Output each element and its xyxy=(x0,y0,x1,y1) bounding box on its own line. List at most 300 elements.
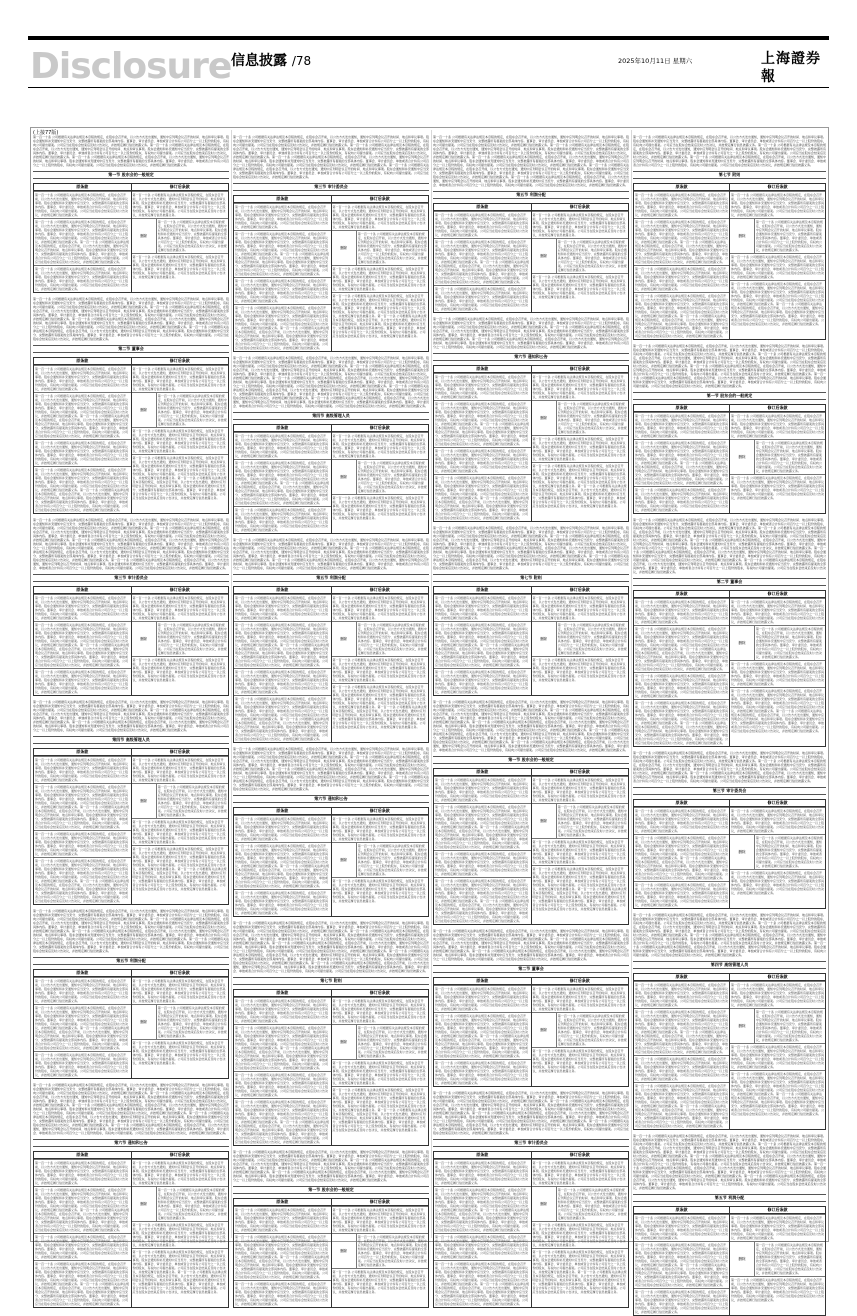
table-cell: 第一百一十条 公司根据有关法律法规及本章程的规定，在股东会召开前，以公告方式发出通知，通知中应列明会议召开的时间、地点和审议事项。股东会通知和补充通知中应当充分、完整披露所有提案的全部具体内容。董事会、审计委员会、单独或者合计持有公司百分之一以上股份的股东，有权向公司提出提案。公司应当在股东会结束后及时公告决议，并按规定履行信息披露义务。第一百一十条 公司根据有关法律法规及本章程的规定，在股东会召开前，以公告方式发出通知，通知中应列明会议召开的时间、地点和审议事项。股东会通知和补充通知中应当充分、完整披露所有提案的全部具体内容。董事会、审计委员会、单独或者合计持有公司百分之一以上股份的股东，有权向公司提出提案。公司应当在股东会结束后及时公告决议，并按规定履行信息披露义务。 xyxy=(235,306,329,350)
table-cell: 第一百一十条 公司根据有关法律法规及本章程的规定，在股东会召开前，以公告方式发出通知，通知中应列明会议召开的时间、地点和审议事项。股东会通知和补充通知中应当充分、完整披露所有提案的全部具体内容。董事会、审计委员会、单独或者合计持有公司百分之一以上股份的股东，有权向公司提出提案。公司应当在股东会结束后及时公告决议，并按规定履行信息披露义务。 xyxy=(332,496,426,520)
table-column-header: 修订后条款 xyxy=(730,974,825,981)
table-cell: 第一百一十条 公司根据有关法律法规及本章程的规定，在股东会召开前，以公告方式发出通知，通知中应列明会议召开的时间、地点和审议事项。股东会通知和补充通知中应当充分、完整披露所有提案的全部具体内容。董事会、审计委员会、单独或者合计持有公司百分之一以上股份的股东，有权向公司提出提案。公司应当在股东会结束后及时公告决议，并按规定履行信息披露义务。 xyxy=(635,488,729,512)
table-row xyxy=(34,392,131,439)
table-cell: 第一百一十条 公司根据有关法律法规及本章程的规定，在股东会召开前，以公告方式发出通知，通知中应列明会议召开的时间、地点和审议事项。股东会通知和补充通知中应当充分、完整披露所有提案的全部具体内容。董事会、审计委员会、单独或者合计持有公司百分之一以上股份的股东，有权向公司提出提案。公司应当在股东会结束后及时公告决议，并按规定履行信息披露义务。 xyxy=(235,891,329,915)
table-row xyxy=(434,1159,531,1186)
original-clause-column xyxy=(234,1199,332,1307)
section-heading: 第六节 通知和公告 xyxy=(433,353,629,361)
table-cell: 第一百一十条 公司根据有关法律法规及本章程的规定，在股东会召开前，以公告方式发出通知，通知中应列明会议召开的时间、地点和审议事项。股东会通知和补充通知中应当充分、完整披露所有提案的全部具体内容。董事会、审计委员会、单独或者合计持有公司百分之一以上股份的股东，有权向公司提出提案。公司应当在股东会结束后及时公告决议，并按规定履行信息披露义务。第一百一十条 公司根据有关法律法规及本章程的规定，在股东会召开前，以公告方式发出通知，通知中应列明会议召开的时间、地点和审议事项。股东会通知和补充通知中应当充分、完整披露所有提案的全部具体内容。董事会、审计委员会、单独或者合计持有公司百分之一以上股份的股东，有权向公司提出提案。公司应当在股东会结束后及时公告决议，并按规定履行信息披露义务。 xyxy=(332,1088,427,1132)
table-cell: 第一百一十条 公司根据有关法律法规及本章程的规定，在股东会召开前，以公告方式发出通知，通知中应列明会议召开的时间、地点和审议事项。股东会通知和补充通知中应当充分、完整披露所有提案的全部具体内容。董事会、审计委员会、单独或者合计持有公司百分之一以上股份的股东，有权向公司提出提案。公司应当在股东会结束后及时公告决议，并按规定履行信息披露义务。第一百一十条 公司根据有关法律法规及本章程的规定，在股东会召开前，以公告方式发出通知，通知中应列明会议召开的时间、地点和审议事项。股东会通知和补充通知中应当充分、完整披露所有提案的全部具体内容。董事会、审计委员会、单独或者合计持有公司百分之一以上股份的股东，有权向公司提出提案。公司应当在股东会结束后及时公告决议，并按规定履行信息披露义务。 xyxy=(35,1188,129,1232)
table-cell: 第一百一十条 公司根据有关法律法规及本章程的规定，在股东会召开前，以公告方式发出通知，通知中应列明会议召开的时间、地点和审议事项。股东会通知和补充通知中应当充分、完整披露所有提案的全部具体内容。董事会、审计委员会、单独或者合计持有公司百分之一以上股份的股东，有权向公司提出提案。公司应当在股东会结束后及时公告决议，并按规定履行信息披露义务。 xyxy=(35,267,129,291)
table-cell: 第一百一十条 公司根据有关法律法规及本章程的规定，在股东会召开前，以公告方式发出通知，通知中应列明会议召开的时间、地点和审议事项。股东会通知和补充通知中应当充分、完整披露所有提案的全部具体内容。董事会、审计委员会、单独或者合计持有公司百分之一以上股份的股东，有权向公司提出提案。公司应当在股东会结束后及时公告决议，并按规定履行信息披露义务。第一百一十条 公司根据有关法律法规及本章程的规定，在股东会召开前，以公告方式发出通知，通知中应列明会议召开的时间、地点和审议事项。股东会通知和补充通知中应当充分、完整披露所有提案的全部具体内容。董事会、审计委员会、单独或者合计持有公司百分之一以上股份的股东，有权向公司提出提案。公司应当在股东会结束后及时公告决议，并按规定履行信息披露义务。 xyxy=(635,220,729,264)
table-row xyxy=(132,253,229,280)
table-cell-label: 删除 xyxy=(730,219,755,253)
table-cell: 第一百一十条 公司根据有关法律法规及本章程的规定，在股东会召开前，以公告方式发出通知，通知中应列明会议召开的时间、地点和审议事项。股东会通知和补充通知中应当充分、完整披露所有提案的全部具体内容。董事会、审计委员会、单独或者合计持有公司百分之一以上股份的股东，有权向公司提出提案。公司应当在股东会结束后及时公告决议，并按规定履行信息披露义务。 xyxy=(132,367,226,391)
table-cell: 第一百一十条 公司根据有关法律法规及本章程的规定，在股东会召开前，以公告方式发出通知，通知中应列明会议召开的时间、地点和审议事项。股东会通知和补充通知中应当充分、完整披露所有提案的全部具体内容。董事会、审计委员会、单独或者合计持有公司百分之一以上股份的股东，有权向公司提出提案。公司应当在股东会结束后及时公告决议，并按规定履行信息披露义务。第一百一十条 公司根据有关法律法规及本章程的规定，在股东会召开前，以公告方式发出通知，通知中应列明会议召开的时间、地点和审议事项。股东会通知和补充通知中应当充分、完整披露所有提案的全部具体内容。董事会、审计委员会、单独或者合计持有公司百分之一以上股份的股东，有权向公司提出提案。公司应当在股东会结束后及时公告决议，并按规定履行信息披露义务。 xyxy=(635,1243,729,1287)
table-row xyxy=(234,1024,331,1071)
table-column-header: 原条款 xyxy=(434,769,531,776)
page-number: /78 xyxy=(291,54,312,68)
table-cell: 第一百一十条 公司根据有关法律法规及本章程的规定，在股东会召开前，以公告方式发出通知，通知中应列明会议召开的时间、地点和审议事项。股东会通知和补充通知中应当充分、完整披露所有提案的全部具体内容。董事会、审计委员会、单独或者合计持有公司百分之一以上股份的股东，有权向公司提出提案。公司应当在股东会结束后及时公告决议，并按规定履行信息披露义务。 xyxy=(532,437,626,461)
table-row xyxy=(730,807,825,834)
article-text: 第一百一十条 公司根据有关法律法规及本章程的规定，在股东会召开前，以公告方式发出通知，通知中应列明会议召开的时间、地点和审议事项。股东会通知和补充通知中应当充分、完整披露所有提案的全部具体内容。董事会、审计委员会、单独或者合计持有公司百分之一以上股份的股东，有权向公司提出提案。公司应当在股东会结束后及时公告决议，并按规定履行信息披露义务。第一百一十条 公司根据有关法律法规及本章程的规定，在股东会召开前，以公告方式发出通知，通知中应列明会议召开的时间、地点和审议事项。股东会通知和补充通知中应当充分、完整披露所有提案的全部具体内容。董事会、审计委员会、单独或者合计持有公司百分之一以上股份的股东，有权向公司提出提案。公司应当在股东会结束后及时公告决议，并按规定履行信息披露义务。第一百一十条 公司根据有关法律法规及本章程的规定，在股东会召开前，以公告方式发出通知，通知中应列明会议召开的时间、地点和审议事项。股东会通知和补充通知中应当充分、完整披露所有提案的全部具体内容。董事会、审计委员会、单独或者合计持有公司百分之一以上股份的股东，有权向公司提出提案。公司应当在股东会结束后及时公告决议，并按规定履行信息披露义务。第一百一十条 公司根据有关法律法规及本章程的规定，在股东会召开前，以公告方式发出通知，通知中应列明会议召开的时间、地点和审议事项。股东会通知和补充通知中应当充分、完整披露所有提案的全部具体内容。董事会、审计委员会、单独或者合计持有公司百分之一以上股份的股东，有权向公司提出提案。公司应当在股东会结束后及时公告决议，并按规定履行信息披露义务。 xyxy=(433,526,629,570)
table-cell: 第一百一十条 公司根据有关法律法规及本章程的规定，在股东会召开前，以公告方式发出通知，通知中应列明会议召开的时间、地点和审议事项。股东会通知和补充通知中应当充分、完整披露所有提案的全部具体内容。董事会、审计委员会、单独或者合计持有公司百分之一以上股份的股东，有权向公司提出提案。公司应当在股东会结束后及时公告决议，并按规定履行信息披露义务。 xyxy=(35,1161,129,1185)
table-cell: 第一百一十条 公司根据有关法律法规及本章程的规定，在股东会召开前，以公告方式发出通知，通知中应列明会议召开的时间、地点和审议事项。股东会通知和补充通知中应当充分、完整披露所有提案的全部具体内容。董事会、审计委员会、单独或者合计持有公司百分之一以上股份的股东，有权向公司提出提案。公司应当在股东会结束后及时公告决议，并按规定履行信息披露义务。 xyxy=(755,836,823,868)
table-row xyxy=(34,1004,131,1051)
revised-clause-column xyxy=(132,1152,229,1307)
table-column-header: 修订后条款 xyxy=(132,1152,229,1159)
original-clause-column xyxy=(634,800,730,908)
table-cell: 第一百一十条 公司根据有关法律法规及本章程的规定，在股东会召开前，以公告方式发出通知，通知中应列明会议召开的时间、地点和审议事项。股东会通知和补充通知中应当充分、完整披露所有提案的全部具体内容。董事会、审计委员会、单独或者合计持有公司百分之一以上股份的股东，有权向公司提出提案。公司应当在股东会结束后及时公告决议，并按规定履行信息披露义务。 xyxy=(132,255,226,279)
article-text: 第一百一十条 公司根据有关法律法规及本章程的规定，在股东会召开前，以公告方式发出通知，通知中应列明会议召开的时间、地点和审议事项。股东会通知和补充通知中应当充分、完整披露所有提案的全部具体内容。董事会、审计委员会、单独或者合计持有公司百分之一以上股份的股东，有权向公司提出提案。公司应当在股东会结束后及时公告决议，并按规定履行信息披露义务。第一百一十条 公司根据有关法律法规及本章程的规定，在股东会召开前，以公告方式发出通知，通知中应列明会议召开的时间、地点和审议事项。股东会通知和补充通知中应当充分、完整披露所有提案的全部具体内容。董事会、审计委员会、单独或者合计持有公司百分之一以上股份的股东，有权向公司提出提案。公司应当在股东会结束后及时公告决议，并按规定履行信息披露义务。第一百一十条 公司根据有关法律法规及本章程的规定，在股东会召开前，以公告方式发出通知，通知中应列明会议召开的时间、地点和审议事项。股东会通知和补充通知中应当充分、完整披露所有提案的全部具体内容。董事会、审计委员会、单独或者合计持有公司百分之一以上股份的股东，有权向公司提出提案。公司应当在股东会结束后及时公告决议，并按规定履行信息披露义务。第一百一十条 公司根据有关法律法规及本章程的规定，在股东会召开前，以公告方式发出通知，通知中应列明会议召开的时间、地点和审议事项。股东会通知和补充通知中应当充分、完整披露所有提案的全部具体内容。董事会、审计委员会、单独或者合计持有公司百分之一以上股份的股东，有权向公司提出提案。公司应当在股东会结束后及时公告决议，并按规定履行信息披露义务。 xyxy=(633,913,826,957)
revised-clause-column xyxy=(132,749,229,904)
table-cell: 第一百一十条 公司根据有关法律法规及本章程的规定，在股东会召开前，以公告方式发出通知，通知中应列明会议召开的时间、地点和审议事项。股东会通知和补充通知中应当充分、完整披露所有提案的全部具体内容。董事会、审计委员会、单独或者合计持有公司百分之一以上股份的股东，有权向公司提出提案。公司应当在股东会结束后及时公告决议，并按规定履行信息披露义务。 xyxy=(35,1235,129,1259)
comparison-table xyxy=(33,969,229,1079)
original-clause-column xyxy=(634,591,730,746)
masthead-rule xyxy=(28,87,829,88)
table-cell: 第一百一十条 公司根据有关法律法规及本章程的规定，在股东会召开前，以公告方式发出通知，通知中应列明会议召开的时间、地点和审议事项。股东会通知和补充通知中应当充分、完整披露所有提案的全部具体内容。董事会、审计委员会、单独或者合计持有公司百分之一以上股份的股东，有权向公司提出提案。公司应当在股东会结束后及时公告决议，并按规定履行信息披露义务。 xyxy=(435,1161,529,1185)
table-row xyxy=(234,230,331,277)
original-clause-column xyxy=(234,808,332,916)
table-row xyxy=(434,803,531,850)
table-cell-label: 删除 xyxy=(730,835,755,869)
table-row xyxy=(532,594,629,621)
table-row xyxy=(234,1280,331,1307)
table-cell: 第一百一十条 公司根据有关法律法规及本章程的规定，在股东会召开前，以公告方式发出通知，通知中应列明会议召开的时间、地点和审议事项。股东会通知和补充通知中应当充分、完整披露所有提案的全部具体内容。董事会、审计委员会、单独或者合计持有公司百分之一以上股份的股东，有权向公司提出提案。公司应当在股东会结束后及时公告决议，并按规定履行信息披露义务。第一百一十条 公司根据有关法律法规及本章程的规定，在股东会召开前，以公告方式发出通知，通知中应列明会议召开的时间、地点和审议事项。股东会通知和补充通知中应当充分、完整披露所有提案的全部具体内容。董事会、审计委员会、单独或者合计持有公司百分之一以上股份的股东，有权向公司提出提案。公司应当在股东会结束后及时公告决议，并按规定履行信息披露义务。 xyxy=(435,402,529,446)
article-text: 第一百一十条 公司根据有关法律法规及本章程的规定，在股东会召开前，以公告方式发出通知，通知中应列明会议召开的时间、地点和审议事项。股东会通知和补充通知中应当充分、完整披露所有提案的全部具体内容。董事会、审计委员会、单独或者合计持有公司百分之一以上股份的股东，有权向公司提出提案。公司应当在股东会结束后及时公告决议，并按规定履行信息披露义务。第一百一十条 公司根据有关法律法规及本章程的规定，在股东会召开前，以公告方式发出通知，通知中应列明会议召开的时间、地点和审议事项。股东会通知和补充通知中应当充分、完整披露所有提案的全部具体内容。董事会、审计委员会、单独或者合计持有公司百分之一以上股份的股东，有权向公司提出提案。公司应当在股东会结束后及时公告决议，并按规定履行信息披露义务。第一百一十条 公司根据有关法律法规及本章程的规定，在股东会召开前，以公告方式发出通知，通知中应列明会议召开的时间、地点和审议事项。股东会通知和补充通知中应当充分、完整披露所有提案的全部具体内容。董事会、审计委员会、单独或者合计持有公司百分之一以上股份的股东，有权向公司提出提案。公司应当在股东会结束后及时公告决议，并按规定履行信息披露义务。第一百一十条 公司根据有关法律法规及本章程的规定，在股东会召开前，以公告方式发出通知，通知中应列明会议召开的时间、地点和审议事项。股东会通知和补充通知中应当充分、完整披露所有提案的全部具体内容。董事会、审计委员会、单独或者合计持有公司百分之一以上股份的股东，有权向公司提出提案。公司应当在股东会结束后及时公告决议，并按规定履行信息披露义务。第一百一十条 公司根据有关法律法规及本章程的规定，在股东会召开前，以公告方式发出通知，通知中应列明会议召开的时间、地点和审议事项。股东会通知和补充通知中应当充分、完整披露所有提案的全部具体内容。董事会、审计委员会、单独或者合计持有公司百分之一以上股份的股东，有权向公司提出提案。公司应当在股东会结束后及时公告决议，并按规定履行信息披露义务。 xyxy=(633,1134,826,1190)
table-column-header: 修订后条款 xyxy=(730,405,825,412)
table-row xyxy=(434,1233,531,1260)
table-row xyxy=(132,427,229,454)
table-row xyxy=(532,211,629,238)
table-column-header: 修订后条款 xyxy=(332,808,429,815)
table-row xyxy=(434,850,531,877)
table-row xyxy=(234,432,331,459)
table-row xyxy=(234,1071,331,1098)
table-cell: 第一百一十条 公司根据有关法律法规及本章程的规定，在股东会召开前，以公告方式发出通知，通知中应列明会议召开的时间、地点和审议事项。股东会通知和补充通知中应当充分、完整披露所有提案的全部具体内容。董事会、审计委员会、单独或者合计持有公司百分之一以上股份的股东，有权向公司提出提案。公司应当在股东会结束后及时公告决议，并按规定履行信息披露义务。第一百一十条 公司根据有关法律法规及本章程的规定，在股东会召开前，以公告方式发出通知，通知中应列明会议召开的时间、地点和审议事项。股东会通知和补充通知中应当充分、完整披露所有提案的全部具体内容。董事会、审计委员会、单独或者合计持有公司百分之一以上股份的股东，有权向公司提出提案。公司应当在股东会结束后及时公告决议，并按规定履行信息披露义务。 xyxy=(35,1262,129,1306)
table-cell-label: 删除 xyxy=(332,231,357,265)
column-1 xyxy=(33,135,229,1306)
table-cell: 第一百一十条 公司根据有关法律法规及本章程的规定，在股东会召开前，以公告方式发出通知，通知中应列明会议召开的时间、地点和审议事项。股东会通知和补充通知中应当充分、完整披露所有提案的全部具体内容。董事会、审计委员会、单独或者合计持有公司百分之一以上股份的股东，有权向公司提出提案。公司应当在股东会结束后及时公告决议，并按规定履行信息披露义务。第一百一十条 公司根据有关法律法规及本章程的规定，在股东会召开前，以公告方式发出通知，通知中应列明会议召开的时间、地点和审议事项。股东会通知和补充通知中应当充分、完整披露所有提案的全部具体内容。董事会、审计委员会、单独或者合计持有公司百分之一以上股份的股东，有权向公司提出提案。公司应当在股东会结束后及时公告决议，并按规定履行信息披露义务。 xyxy=(435,240,529,284)
article-text: 第一百一十条 公司根据有关法律法规及本章程的规定，在股东会召开前，以公告方式发出通知，通知中应列明会议召开的时间、地点和审议事项。股东会通知和补充通知中应当充分、完整披露所有提案的全部具体内容。董事会、审计委员会、单独或者合计持有公司百分之一以上股份的股东，有权向公司提出提案。公司应当在股东会结束后及时公告决议，并按规定履行信息披露义务。第一百一十条 公司根据有关法律法规及本章程的规定，在股东会召开前，以公告方式发出通知，通知中应列明会议召开的时间、地点和审议事项。股东会通知和补充通知中应当充分、完整披露所有提案的全部具体内容。董事会、审计委员会、单独或者合计持有公司百分之一以上股份的股东，有权向公司提出提案。公司应当在股东会结束后及时公告决议，并按规定履行信息披露义务。第一百一十条 公司根据有关法律法规及本章程的规定，在股东会召开前，以公告方式发出通知，通知中应列明会议召开的时间、地点和审议事项。股东会通知和补充通知中应当充分、完整披露所有提案的全部具体内容。董事会、审计委员会、单独或者合计持有公司百分之一以上股份的股东，有权向公司提出提案。公司应当在股东会结束后及时公告决议，并按规定履行信息披露义务。第一百一十条 公司根据有关法律法规及本章程的规定，在股东会召开前，以公告方式发出通知，通知中应列明会议召开的时间、地点和审议事项。股东会通知和补充通知中应当充分、完整披露所有提案的全部具体内容。董事会、审计委员会、单独或者合计持有公司百分之一以上股份的股东，有权向公司提出提案。公司应当在股东会结束后及时公告决议，并按规定履行信息披露义务。第一百一十条 公司根据有关法律法规及本章程的规定，在股东会召开前，以公告方式发出通知，通知中应列明会议召开的时间、地点和审议事项。股东会通知和补充通知中应当充分、完整披露所有提案的全部具体内容。董事会、审计委员会、单独或者合计持有公司百分之一以上股份的股东，有权向公司提出提案。公司应当在股东会结束后及时公告决议，并按规定履行信息披露义务。 xyxy=(633,518,826,574)
article-text: 第一百一十条 公司根据有关法律法规及本章程的规定，在股东会召开前，以公告方式发出通知，通知中应列明会议召开的时间、地点和审议事项。股东会通知和补充通知中应当充分、完整披露所有提案的全部具体内容。董事会、审计委员会、单独或者合计持有公司百分之一以上股份的股东，有权向公司提出提案。公司应当在股东会结束后及时公告决议，并按规定履行信息披露义务。第一百一十条 公司根据有关法律法规及本章程的规定，在股东会召开前，以公告方式发出通知，通知中应列明会议召开的时间、地点和审议事项。股东会通知和补充通知中应当充分、完整披露所有提案的全部具体内容。董事会、审计委员会、单独或者合计持有公司百分之一以上股份的股东，有权向公司提出提案。公司应当在股东会结束后及时公告决议，并按规定履行信息披露义务。第一百一十条 公司根据有关法律法规及本章程的规定，在股东会召开前，以公告方式发出通知，通知中应列明会议召开的时间、地点和审议事项。股东会通知和补充通知中应当充分、完整披露所有提案的全部具体内容。董事会、审计委员会、单独或者合计持有公司百分之一以上股份的股东，有权向公司提出提案。公司应当在股东会结束后及时公告决议，并按规定履行信息披露义务。第一百一十条 公司根据有关法律法规及本章程的规定，在股东会召开前，以公告方式发出通知，通知中应列明会议召开的时间、地点和审议事项。股东会通知和补充通知中应当充分、完整披露所有提案的全部具体内容。董事会、审计委员会、单独或者合计持有公司百分之一以上股份的股东，有权向公司提出提案。公司应当在股东会结束后及时公告决议，并按规定履行信息披露义务。 xyxy=(433,1091,629,1135)
table-cell: 第一百一十条 公司根据有关法律法规及本章程的规定，在股东会召开前，以公告方式发出通知，通知中应列明会议召开的时间、地点和审议事项。股东会通知和补充通知中应当充分、完整披露所有提案的全部具体内容。董事会、审计委员会、单独或者合计持有公司百分之一以上股份的股东，有权向公司提出提案。公司应当在股东会结束后及时公告决议，并按规定履行信息披露义务。 xyxy=(132,658,226,682)
table-column-header: 修订后条款 xyxy=(730,184,825,191)
table-cell: 第一百一十条 公司根据有关法律法规及本章程的规定，在股东会召开前，以公告方式发出通知，通知中应列明会议召开的时间、地点和审议事项。股东会通知和补充通知中应当充分、完整披露所有提案的全部具体内容。董事会、审计委员会、单独或者合计持有公司百分之一以上股份的股东，有权向公司提出提案。公司应当在股东会结束后及时公告决议，并按规定履行信息披露义务。 xyxy=(532,596,626,620)
table-cell: 第一百一十条 公司根据有关法律法规及本章程的规定，在股东会召开前，以公告方式发出通知，通知中应列明会议召开的时间、地点和审议事项。股东会通知和补充通知中应当充分、完整披露所有提案的全部具体内容。董事会、审计委员会、单独或者合计持有公司百分之一以上股份的股东，有权向公司提出提案。公司应当在股东会结束后及时公告决议，并按规定履行信息披露义务。 xyxy=(557,1188,627,1220)
table-cell: 第一百一十条 公司根据有关法律法规及本章程的规定，在股东会召开前，以公告方式发出通知，通知中应列明会议召开的时间、地点和审议事项。股东会通知和补充通知中应当充分、完整披露所有提案的全部具体内容。董事会、审计委员会、单独或者合计持有公司百分之一以上股份的股东，有权向公司提出提案。公司应当在股东会结束后及时公告决议，并按规定履行信息披露义务。 xyxy=(532,1049,626,1073)
table-cell: 第一百一十条 公司根据有关法律法规及本章程的规定，在股东会召开前，以公告方式发出通知，通知中应列明会议召开的时间、地点和审议事项。股东会通知和补充通知中应当充分、完整披露所有提案的全部具体内容。董事会、审计委员会、单独或者合计持有公司百分之一以上股份的股东，有权向公司提出提案。公司应当在股东会结束后及时公告决议，并按规定履行信息披露义务。 xyxy=(435,213,529,237)
table-cell: 第一百一十条 公司根据有关法律法规及本章程的规定，在股东会召开前，以公告方式发出通知，通知中应列明会议召开的时间、地点和审议事项。股东会通知和补充通知中应当充分、完整披露所有提案的全部具体内容。董事会、审计委员会、单独或者合计持有公司百分之一以上股份的股东，有权向公司提出提案。公司应当在股东会结束后及时公告决议，并按规定履行信息披露义务。 xyxy=(532,275,626,299)
table-cell: 第一百一十条 公司根据有关法律法规及本章程的规定，在股东会召开前，以公告方式发出通知，通知中应列明会议召开的时间、地点和审议事项。股东会通知和补充通知中应当充分、完整披露所有提案的全部具体内容。董事会、审计委员会、单独或者合计持有公司百分之一以上股份的股东，有权向公司提出提案。公司应当在股东会结束后及时公告决议，并按规定履行信息披露义务。 xyxy=(532,778,626,802)
table-cell: 第一百一十条 公司根据有关法律法规及本章程的规定，在股东会召开前，以公告方式发出通知，通知中应列明会议召开的时间、地点和审议事项。股东会通知和补充通知中应当充分、完整披露所有提案的全部具体内容。董事会、审计委员会、单独或者合计持有公司百分之一以上股份的股东，有权向公司提出提案。公司应当在股东会结束后及时公告决议，并按规定履行信息披露义务。 xyxy=(157,623,227,655)
table-row xyxy=(332,292,429,339)
table-row xyxy=(234,506,331,533)
table-row xyxy=(332,1206,429,1233)
table-row xyxy=(634,412,729,439)
section-heading: 第六节 通知和公告 xyxy=(33,1139,229,1147)
table-cell: 第一百一十条 公司根据有关法律法规及本章程的规定，在股东会召开前，以公告方式发出通知，通知中应列明会议召开的时间、地点和审议事项。股东会通知和补充通知中应当充分、完整披露所有提案的全部具体内容。董事会、审计委员会、单独或者合计持有公司百分之一以上股份的股东，有权向公司提出提案。公司应当在股东会结束后及时公告决议，并按规定履行信息披露义务。 xyxy=(532,375,626,399)
table-column-header: 原条款 xyxy=(634,1207,729,1214)
table-row xyxy=(332,621,429,656)
comparison-table xyxy=(433,365,629,522)
table-row xyxy=(132,845,229,892)
article-text: 第一百一十条 公司根据有关法律法规及本章程的规定，在股东会召开前，以公告方式发出通知，通知中应列明会议召开的时间、地点和审议事项。股东会通知和补充通知中应当充分、完整披露所有提案的全部具体内容。董事会、审计委员会、单独或者合计持有公司百分之一以上股份的股东，有权向公司提出提案。公司应当在股东会结束后及时公告决议，并按规定履行信息披露义务。第一百一十条 公司根据有关法律法规及本章程的规定，在股东会召开前，以公告方式发出通知，通知中应列明会议召开的时间、地点和审议事项。股东会通知和补充通知中应当充分、完整披露所有提案的全部具体内容。董事会、审计委员会、单独或者合计持有公司百分之一以上股份的股东，有权向公司提出提案。公司应当在股东会结束后及时公告决议，并按规定履行信息披露义务。第一百一十条 公司根据有关法律法规及本章程的规定，在股东会召开前，以公告方式发出通知，通知中应列明会议召开的时间、地点和审议事项。股东会通知和补充通知中应当充分、完整披露所有提案的全部具体内容。董事会、审计委员会、单独或者合计持有公司百分之一以上股份的股东，有权向公司提出提案。公司应当在股东会结束后及时公告决议，并按规定履行信息披露义务。第一百一十条 公司根据有关法律法规及本章程的规定，在股东会召开前，以公告方式发出通知，通知中应列明会议召开的时间、地点和审议事项。股东会通知和补充通知中应当充分、完整披露所有提案的全部具体内容。董事会、审计委员会、单独或者合计持有公司百分之一以上股份的股东，有权向公司提出提案。公司应当在股东会结束后及时公告决议，并按规定履行信息披露义务。 xyxy=(33,909,229,953)
article-text: 第一百一十条 公司根据有关法律法规及本章程的规定，在股东会召开前，以公告方式发出通知，通知中应列明会议召开的时间、地点和审议事项。股东会通知和补充通知中应当充分、完整披露所有提案的全部具体内容。董事会、审计委员会、单独或者合计持有公司百分之一以上股份的股东，有权向公司提出提案。公司应当在股东会结束后及时公告决议，并按规定履行信息披露义务。第一百一十条 公司根据有关法律法规及本章程的规定，在股东会召开前，以公告方式发出通知，通知中应列明会议召开的时间、地点和审议事项。股东会通知和补充通知中应当充分、完整披露所有提案的全部具体内容。董事会、审计委员会、单独或者合计持有公司百分之一以上股份的股东，有权向公司提出提案。公司应当在股东会结束后及时公告决议，并按规定履行信息披露义务。第一百一十条 公司根据有关法律法规及本章程的规定，在股东会召开前，以公告方式发出通知，通知中应列明会议召开的时间、地点和审议事项。股东会通知和补充通知中应当充分、完整披露所有提案的全部具体内容。董事会、审计委员会、单独或者合计持有公司百分之一以上股份的股东，有权向公司提出提案。公司应当在股东会结束后及时公告决议，并按规定履行信息披露义务。第一百一十条 公司根据有关法律法规及本章程的规定，在股东会召开前，以公告方式发出通知，通知中应列明会议召开的时间、地点和审议事项。股东会通知和补充通知中应当充分、完整披露所有提案的全部具体内容。董事会、审计委员会、单独或者合计持有公司百分之一以上股份的股东，有权向公司提出提案。公司应当在股东会结束后及时公告决议，并按规定履行信息披露义务。第一百一十条 公司根据有关法律法规及本章程的规定，在股东会召开前，以公告方式发出通知，通知中应列明会议召开的时间、地点和审议事项。股东会通知和补充通知中应当充分、完整披露所有提案的全部具体内容。董事会、审计委员会、单独或者合计持有公司百分之一以上股份的股东，有权向公司提出提案。公司应当在股东会结束后及时公告决议，并按规定履行信息披露义务。 xyxy=(433,700,629,752)
table-cell: 第一百一十条 公司根据有关法律法规及本章程的规定，在股东会召开前，以公告方式发出通知，通知中应列明会议召开的时间、地点和审议事项。股东会通知和补充通知中应当充分、完整披露所有提案的全部具体内容。董事会、审计委员会、单独或者合计持有公司百分之一以上股份的股东，有权向公司提出提案。公司应当在股东会结束后及时公告决议，并按规定履行信息披露义务。 xyxy=(332,1270,426,1294)
table-cell: 第一百一十条 公司根据有关法律法规及本章程的规定，在股东会召开前，以公告方式发出通知，通知中应列明会议召开的时间、地点和审议事项。股东会通知和补充通知中应当充分、完整披露所有提案的全部具体内容。董事会、审计委员会、单独或者合计持有公司百分之一以上股份的股东，有权向公司提出提案。公司应当在股东会结束后及时公告决议，并按规定履行信息披露义务。第一百一十条 公司根据有关法律法规及本章程的规定，在股东会召开前，以公告方式发出通知，通知中应列明会议召开的时间、地点和审议事项。股东会通知和补充通知中应当充分、完整披露所有提案的全部具体内容。董事会、审计委员会、单独或者合计持有公司百分之一以上股份的股东，有权向公司提出提案。公司应当在股东会结束后及时公告决议，并按规定履行信息披露义务。 xyxy=(235,461,329,505)
table-cell: 第一百一十条 公司根据有关法律法规及本章程的规定，在股东会召开前，以公告方式发出通知，通知中应列明会议召开的时间、地点和审议事项。股东会通知和补充通知中应当充分、完整披露所有提案的全部具体内容。董事会、审计委员会、单独或者合计持有公司百分之一以上股份的股东，有权向公司提出提案。公司应当在股东会结束后及时公告决议，并按规定履行信息披露义务。第一百一十条 公司根据有关法律法规及本章程的规定，在股东会召开前，以公告方式发出通知，通知中应列明会议召开的时间、地点和审议事项。股东会通知和补充通知中应当充分、完整披露所有提案的全部具体内容。董事会、审计委员会、单独或者合计持有公司百分之一以上股份的股东，有权向公司提出提案。公司应当在股东会结束后及时公告决议，并按规定履行信息披露义务。 xyxy=(132,456,227,500)
table-cell: 第一百一十条 公司根据有关法律法规及本章程的规定，在股东会召开前，以公告方式发出通知，通知中应列明会议召开的时间、地点和审议事项。股东会通知和补充通知中应当充分、完整披露所有提案的全部具体内容。董事会、审计委员会、单独或者合计持有公司百分之一以上股份的股东，有权向公司提出提案。公司应当在股东会结束后及时公告决议，并按规定履行信息披露义务。 xyxy=(755,220,823,252)
table-row xyxy=(730,625,825,660)
comparison-table xyxy=(233,989,429,1146)
table-cell: 第一百一十条 公司根据有关法律法规及本章程的规定，在股东会召开前，以公告方式发出通知，通知中应列明会议召开的时间、地点和审议事项。股东会通知和补充通知中应当充分、完整披露所有提案的全部具体内容。董事会、审计委员会、单独或者合计持有公司百分之一以上股份的股东，有权向公司提出提案。公司应当在股东会结束后及时公告决议，并按规定履行信息披露义务。 xyxy=(532,1161,626,1185)
table-row xyxy=(434,238,531,285)
table-column-header: 修订后条款 xyxy=(332,587,429,594)
table-row xyxy=(34,218,131,265)
table-cell: 第一百一十条 公司根据有关法律法规及本章程的规定，在股东会召开前，以公告方式发出通知，通知中应列明会议召开的时间、地点和审议事项。股东会通知和补充通知中应当充分、完整披露所有提案的全部具体内容。董事会、审计委员会、单独或者合计持有公司百分之一以上股份的股东，有权向公司提出提案。公司应当在股东会结束后及时公告决议，并按规定履行信息披露义务。第一百一十条 公司根据有关法律法规及本章程的规定，在股东会召开前，以公告方式发出通知，通知中应列明会议召开的时间、地点和审议事项。股东会通知和补充通知中应当充分、完整披露所有提案的全部具体内容。董事会、审计委员会、单独或者合计持有公司百分之一以上股份的股东，有权向公司提出提案。公司应当在股东会结束后及时公告决议，并按规定履行信息披露义务。 xyxy=(235,1026,329,1070)
table-cell: 第一百一十条 公司根据有关法律法规及本章程的规定，在股东会召开前，以公告方式发出通知，通知中应列明会议召开的时间、地点和审议事项。股东会通知和补充通知中应当充分、完整披露所有提案的全部具体内容。董事会、审计委员会、单独或者合计持有公司百分之一以上股份的股东，有权向公司提出提案。公司应当在股东会结束后及时公告决议，并按规定履行信息披露义务。 xyxy=(332,658,426,682)
table-column-header: 修订后条款 xyxy=(532,366,629,373)
column-divider xyxy=(431,130,432,1238)
table-cell: 第一百一十条 公司根据有关法律法规及本章程的规定，在股东会召开前，以公告方式发出通知，通知中应列明会议召开的时间、地点和审议事项。股东会通知和补充通知中应当充分、完整披露所有提案的全部具体内容。董事会、审计委员会、单独或者合计持有公司百分之一以上股份的股东，有权向公司提出提案。公司应当在股东会结束后及时公告决议，并按规定履行信息披露义务。 xyxy=(332,205,426,229)
article-text: 第一百一十条 公司根据有关法律法规及本章程的规定，在股东会召开前，以公告方式发出通知，通知中应列明会议召开的时间、地点和审议事项。股东会通知和补充通知中应当充分、完整披露所有提案的全部具体内容。董事会、审计委员会、单独或者合计持有公司百分之一以上股份的股东，有权向公司提出提案。公司应当在股东会结束后及时公告决议，并按规定履行信息披露义务。第一百一十条 公司根据有关法律法规及本章程的规定，在股东会召开前，以公告方式发出通知，通知中应列明会议召开的时间、地点和审议事项。股东会通知和补充通知中应当充分、完整披露所有提案的全部具体内容。董事会、审计委员会、单独或者合计持有公司百分之一以上股份的股东，有权向公司提出提案。公司应当在股东会结束后及时公告决议，并按规定履行信息披露义务。第一百一十条 公司根据有关法律法规及本章程的规定，在股东会召开前，以公告方式发出通知，通知中应列明会议召开的时间、地点和审议事项。股东会通知和补充通知中应当充分、完整披露所有提案的全部具体内容。董事会、审计委员会、单独或者合计持有公司百分之一以上股份的股东，有权向公司提出提案。公司应当在股东会结束后及时公告决议，并按规定履行信息披露义务。 xyxy=(33,700,229,732)
revised-clause-column xyxy=(532,1152,629,1307)
table-row xyxy=(434,1012,531,1059)
table-column-header: 修订后条款 xyxy=(132,970,229,977)
table-row xyxy=(132,365,229,392)
table-row xyxy=(634,881,729,908)
table-cell: 第一百一十条 公司根据有关法律法规及本章程的规定，在股东会召开前，以公告方式发出通知，通知中应列明会议召开的时间、地点和审议事项。股东会通知和补充通知中应当充分、完整披露所有提案的全部具体内容。董事会、审计委员会、单独或者合计持有公司百分之一以上股份的股东，有权向公司提出提案。公司应当在股东会结束后及时公告决议，并按规定履行信息披露义务。第一百一十条 公司根据有关法律法规及本章程的规定，在股东会召开前，以公告方式发出通知，通知中应列明会议召开的时间、地点和审议事项。股东会通知和补充通知中应当充分、完整披露所有提案的全部具体内容。董事会、审计委员会、单独或者合计持有公司百分之一以上股份的股东，有权向公司提出提案。公司应当在股东会结束后及时公告决议，并按规定履行信息披露义务。 xyxy=(635,1084,729,1128)
article-text: 第一百一十条 公司根据有关法律法规及本章程的规定，在股东会召开前，以公告方式发出通知，通知中应列明会议召开的时间、地点和审议事项。股东会通知和补充通知中应当充分、完整披露所有提案的全部具体内容。董事会、审计委员会、单独或者合计持有公司百分之一以上股份的股东，有权向公司提出提案。公司应当在股东会结束后及时公告决议，并按规定履行信息披露义务。第一百一十条 公司根据有关法律法规及本章程的规定，在股东会召开前，以公告方式发出通知，通知中应列明会议召开的时间、地点和审议事项。股东会通知和补充通知中应当充分、完整披露所有提案的全部具体内容。董事会、审计委员会、单独或者合计持有公司百分之一以上股份的股东，有权向公司提出提案。公司应当在股东会结束后及时公告决议，并按规定履行信息披露义务。第一百一十条 公司根据有关法律法规及本章程的规定，在股东会召开前，以公告方式发出通知，通知中应列明会议召开的时间、地点和审议事项。股东会通知和补充通知中应当充分、完整披露所有提案的全部具体内容。董事会、审计委员会、单独或者合计持有公司百分之一以上股份的股东，有权向公司提出提案。公司应当在股东会结束后及时公告决议，并按规定履行信息披露义务。第一百一十条 公司根据有关法律法规及本章程的规定，在股东会召开前，以公告方式发出通知，通知中应列明会议召开的时间、地点和审议事项。股东会通知和补充通知中应当充分、完整披露所有提案的全部具体内容。董事会、审计委员会、单独或者合计持有公司百分之一以上股份的股东，有权向公司提出提案。公司应当在股东会结束后及时公告决议，并按规定履行信息披露义务。第一百一十条 公司根据有关法律法规及本章程的规定，在股东会召开前，以公告方式发出通知，通知中应列明会议召开的时间、地点和审议事项。股东会通知和补充通知中应当充分、完整披露所有提案的全部具体内容。董事会、审计委员会、单独或者合计持有公司百分之一以上股份的股东，有权向公司提出提案。公司应当在股东会结束后及时公告决议，并按规定履行信息披露义务。 xyxy=(233,921,429,973)
table-row xyxy=(34,265,131,292)
comparison-table xyxy=(433,768,629,925)
column-2 xyxy=(233,135,429,1306)
table-cell: 第一百一十条 公司根据有关法律法规及本章程的规定，在股东会召开前，以公告方式发出通知，通知中应列明会议召开的时间、地点和审议事项。股东会通知和补充通知中应当充分、完整披露所有提案的全部具体内容。董事会、审计委员会、单独或者合计持有公司百分之一以上股份的股东，有权向公司提出提案。公司应当在股东会结束后及时公告决议，并按规定履行信息披露义务。 xyxy=(731,1045,825,1069)
original-clause-column xyxy=(234,587,332,742)
section-title xyxy=(231,52,311,70)
table-row xyxy=(234,668,331,695)
table-cell: 第一百一十条 公司根据有关法律法规及本章程的规定，在股东会召开前，以公告方式发出通知，通知中应列明会议召开的时间、地点和审议事项。股东会通知和补充通知中应当充分、完整披露所有提案的全部具体内容。董事会、审计委员会、单独或者合计持有公司百分之一以上股份的股东，有权向公司提出提案。公司应当在股东会结束后及时公告决议，并按规定履行信息披露义务。 xyxy=(132,596,226,620)
comparison-table xyxy=(233,195,429,352)
table-row xyxy=(332,1024,429,1059)
revised-clause-column xyxy=(730,184,825,339)
table-cell: 第一百一十条 公司根据有关法律法规及本章程的规定，在股东会召开前，以公告方式发出通知，通知中应列明会议召开的时间、地点和审议事项。股东会通知和补充通知中应当充分、完整披露所有提案的全部具体内容。董事会、审计委员会、单独或者合计持有公司百分之一以上股份的股东，有权向公司提出提案。公司应当在股东会结束后及时公告决议，并按规定履行信息披露义务。 xyxy=(332,817,426,841)
table-column-header: 原条款 xyxy=(634,974,729,981)
table-cell: 第一百一十条 公司根据有关法律法规及本章程的规定，在股东会召开前，以公告方式发出通知，通知中应列明会议召开的时间、地点和审议事项。股东会通知和补充通知中应当充分、完整披露所有提案的全部具体内容。董事会、审计委员会、单独或者合计持有公司百分之一以上股份的股东，有权向公司提出提案。公司应当在股东会结束后及时公告决议，并按规定履行信息披露义务。第一百一十条 公司根据有关法律法规及本章程的规定，在股东会召开前，以公告方式发出通知，通知中应列明会议召开的时间、地点和审议事项。股东会通知和补充通知中应当充分、完整披露所有提案的全部具体内容。董事会、审计委员会、单独或者合计持有公司百分之一以上股份的股东，有权向公司提出提案。公司应当在股东会结束后及时公告决议，并按规定履行信息披露义务。 xyxy=(435,879,529,923)
table-row xyxy=(234,815,331,842)
issue-date: 2025年10月11日 星期六 xyxy=(618,57,693,65)
table-column-header: 修订后条款 xyxy=(132,749,229,756)
comparison-table xyxy=(233,424,429,534)
section-heading: 第五节 利润分配 xyxy=(233,574,429,582)
table-row xyxy=(730,218,825,253)
table-cell: 第一百一十条 公司根据有关法律法规及本章程的规定，在股东会召开前，以公告方式发出通知，通知中应列明会议召开的时间、地点和审议事项。股东会通知和补充通知中应当充分、完整披露所有提案的全部具体内容。董事会、审计委员会、单独或者合计持有公司百分之一以上股份的股东，有权向公司提出提案。公司应当在股东会结束后及时公告决议，并按规定履行信息披露义务。第一百一十条 公司根据有关法律法规及本章程的规定，在股东会召开前，以公告方式发出通知，通知中应列明会议召开的时间、地点和审议事项。股东会通知和补充通知中应当充分、完整披露所有提案的全部具体内容。董事会、审计委员会、单独或者合计持有公司百分之一以上股份的股东，有权向公司提出提案。公司应当在股东会结束后及时公告决议，并按规定履行信息披露义务。 xyxy=(435,1262,529,1306)
table-cell: 第一百一十条 公司根据有关法律法规及本章程的规定，在股东会召开前，以公告方式发出通知，通知中应列明会议召开的时间、地点和审议事项。股东会通知和补充通知中应当充分、完整披露所有提案的全部具体内容。董事会、审计委员会、单独或者合计持有公司百分之一以上股份的股东，有权向公司提出提案。公司应当在股东会结束后及时公告决议，并按规定履行信息披露义务。 xyxy=(235,279,329,303)
table-row xyxy=(234,621,331,668)
section-heading: 第三节 审计委员会 xyxy=(233,183,429,191)
original-clause-column xyxy=(34,184,132,292)
table-row xyxy=(532,400,629,435)
table-cell: 第一百一十条 公司根据有关法律法规及本章程的规定，在股东会召开前，以公告方式发出通知，通知中应列明会议召开的时间、地点和审议事项。股东会通知和补充通知中应当充分、完整披露所有提案的全部具体内容。董事会、审计委员会、单独或者合计持有公司百分之一以上股份的股东，有权向公司提出提案。公司应当在股东会结束后及时公告决议，并按规定履行信息披露义务。 xyxy=(157,220,227,252)
table-row xyxy=(434,400,531,447)
table-cell: 第一百一十条 公司根据有关法律法规及本章程的规定，在股东会召开前，以公告方式发出通知，通知中应列明会议召开的时间、地点和审议事项。股东会通知和补充通知中应当充分、完整披露所有提案的全部具体内容。董事会、审计委员会、单独或者合计持有公司百分之一以上股份的股东，有权向公司提出提案。公司应当在股东会结束后及时公告决议，并按规定履行信息披露义务。 xyxy=(731,476,825,500)
table-row xyxy=(730,253,825,280)
table-cell: 第一百一十条 公司根据有关法律法规及本章程的规定，在股东会召开前，以公告方式发出通知，通知中应列明会议召开的时间、地点和审议事项。股东会通知和补充通知中应当充分、完整披露所有提案的全部具体内容。董事会、审计委员会、单独或者合计持有公司百分之一以上股份的股东，有权向公司提出提案。公司应当在股东会结束后及时公告决议，并按规定履行信息披露义务。 xyxy=(157,1006,227,1038)
table-cell: 第一百一十条 公司根据有关法律法规及本章程的规定，在股东会召开前，以公告方式发出通知，通知中应列明会议召开的时间、地点和审议事项。股东会通知和补充通知中应当充分、完整披露所有提案的全部具体内容。董事会、审计委员会、单独或者合计持有公司百分之一以上股份的股东，有权向公司提出提案。公司应当在股东会结束后及时公告决议，并按规定履行信息披露义务。第一百一十条 公司根据有关法律法规及本章程的规定，在股东会召开前，以公告方式发出通知，通知中应列明会议召开的时间、地点和审议事项。股东会通知和补充通知中应当充分、完整披露所有提案的全部具体内容。董事会、审计委员会、单独或者合计持有公司百分之一以上股份的股东，有权向公司提出提案。公司应当在股东会结束后及时公告决议，并按规定履行信息披露义务。 xyxy=(35,785,129,829)
table-row xyxy=(34,439,131,466)
comparison-table xyxy=(433,586,629,696)
original-clause-column xyxy=(434,769,532,924)
table-row xyxy=(332,656,429,683)
table-cell: 第一百一十条 公司根据有关法律法规及本章程的规定，在股东会召开前，以公告方式发出通知，通知中应列明会议召开的时间、地点和审议事项。股东会通知和补充通知中应当充分、完整披露所有提案的全部具体内容。董事会、审计委员会、单独或者合计持有公司百分之一以上股份的股东，有权向公司提出提案。公司应当在股东会结束后及时公告决议，并按规定履行信息披露义务。 xyxy=(731,983,825,1007)
table-cell: 第一百一十条 公司根据有关法律法规及本章程的规定，在股东会召开前，以公告方式发出通知，通知中应列明会议召开的时间、地点和审议事项。股东会通知和补充通知中应当充分、完整披露所有提案的全部具体内容。董事会、审计委员会、单独或者合计持有公司百分之一以上股份的股东，有权向公司提出提案。公司应当在股东会结束后及时公告决议，并按规定履行信息披露义务。 xyxy=(435,449,529,473)
table-cell: 第一百一十条 公司根据有关法律法规及本章程的规定，在股东会召开前，以公告方式发出通知，通知中应列明会议召开的时间、地点和审议事项。股东会通知和补充通知中应当充分、完整披露所有提案的全部具体内容。董事会、审计委员会、单独或者合计持有公司百分之一以上股份的股东，有权向公司提出提案。公司应当在股东会结束后及时公告决议，并按规定履行信息披露义务。 xyxy=(635,1057,729,1081)
section-heading: 第六节 通知和公告 xyxy=(233,795,429,803)
table-row xyxy=(730,660,825,687)
table-column-header: 修订后条款 xyxy=(730,1207,825,1214)
revised-clause-column xyxy=(730,974,825,1129)
section-heading: 第七节 附则 xyxy=(633,171,826,179)
original-clause-column xyxy=(34,1152,132,1307)
revised-clause-column xyxy=(132,184,229,292)
table-cell-label: 删除 xyxy=(532,401,557,435)
table-cell: 第一百一十条 公司根据有关法律法规及本章程的规定，在股东会召开前，以公告方式发出通知，通知中应列明会议召开的时间、地点和审议事项。股东会通知和补充通知中应当充分、完整披露所有提案的全部具体内容。董事会、审计委员会、单独或者合计持有公司百分之一以上股份的股东，有权向公司提出提案。公司应当在股东会结束后及时公告决议，并按规定履行信息披露义务。 xyxy=(532,658,626,682)
table-cell: 第一百一十条 公司根据有关法律法规及本章程的规定，在股东会召开前，以公告方式发出通知，通知中应列明会议召开的时间、地点和审议事项。股东会通知和补充通知中应当充分、完整披露所有提案的全部具体内容。董事会、审计委员会、单独或者合计持有公司百分之一以上股份的股东，有权向公司提出提案。公司应当在股东会结束后及时公告决议，并按规定履行信息披露义务。 xyxy=(435,375,529,399)
table-row xyxy=(634,439,729,486)
comparison-table xyxy=(233,807,429,917)
table-cell: 第一百一十条 公司根据有关法律法规及本章程的规定，在股东会召开前，以公告方式发出通知，通知中应列明会议召开的时间、地点和审议事项。股东会通知和补充通知中应当充分、完整披露所有提案的全部具体内容。董事会、审计委员会、单独或者合计持有公司百分之一以上股份的股东，有权向公司提出提案。公司应当在股东会结束后及时公告决议，并按规定履行信息披露义务。第一百一十条 公司根据有关法律法规及本章程的规定，在股东会召开前，以公告方式发出通知，通知中应列明会议召开的时间、地点和审议事项。股东会通知和补充通知中应当充分、完整披露所有提案的全部具体内容。董事会、审计委员会、单独或者合计持有公司百分之一以上股份的股东，有权向公司提出提案。公司应当在股东会结束后及时公告决议，并按规定履行信息披露义务。 xyxy=(332,294,427,338)
table-row xyxy=(332,432,429,459)
table-cell: 第一百一十条 公司根据有关法律法规及本章程的规定，在股东会召开前，以公告方式发出通知，通知中应列明会议召开的时间、地点和审议事项。股东会通知和补充通知中应当充分、完整披露所有提案的全部具体内容。董事会、审计委员会、单独或者合计持有公司百分之一以上股份的股东，有权向公司提出提案。公司应当在股东会结束后及时公告决议，并按规定履行信息披露义务。 xyxy=(635,193,729,217)
table-row xyxy=(634,486,729,513)
table-row xyxy=(434,594,531,621)
table-row xyxy=(434,985,531,1012)
table-cell: 第一百一十条 公司根据有关法律法规及本章程的规定，在股东会召开前，以公告方式发出通知，通知中应列明会议召开的时间、地点和审议事项。股东会通知和补充通知中应当充分、完整披露所有提案的全部具体内容。董事会、审计委员会、单独或者合计持有公司百分之一以上股份的股东，有权向公司提出提案。公司应当在股东会结束后及时公告决议，并按规定履行信息披露义务。第一百一十条 公司根据有关法律法规及本章程的规定，在股东会召开前，以公告方式发出通知，通知中应列明会议召开的时间、地点和审议事项。股东会通知和补充通知中应当充分、完整披露所有提案的全部具体内容。董事会、审计委员会、单独或者合计持有公司百分之一以上股份的股东，有权向公司提出提案。公司应当在股东会结束后及时公告决议，并按规定履行信息披露义务。 xyxy=(635,441,729,485)
table-row xyxy=(34,1233,131,1260)
table-column-header: 原条款 xyxy=(34,184,131,191)
table-row xyxy=(532,985,629,1012)
table-cell-label: 删除 xyxy=(730,626,755,660)
table-row xyxy=(332,459,429,494)
table-row xyxy=(634,265,729,292)
comparison-table xyxy=(633,590,826,747)
original-clause-column xyxy=(434,204,532,312)
table-cell: 第一百一十条 公司根据有关法律法规及本章程的规定，在股东会召开前，以公告方式发出通知，通知中应列明会议召开的时间、地点和审议事项。股东会通知和补充通知中应当充分、完整披露所有提案的全部具体内容。董事会、审计委员会、单独或者合计持有公司百分之一以上股份的股东，有权向公司提出提案。公司应当在股东会结束后及时公告决议，并按规定履行信息披露义务。 xyxy=(532,840,626,864)
table-cell: 第一百一十条 公司根据有关法律法规及本章程的规定，在股东会召开前，以公告方式发出通知，通知中应列明会议召开的时间、地点和审议事项。股东会通知和补充通知中应当充分、完整披露所有提案的全部具体内容。董事会、审计委员会、单独或者合计持有公司百分之一以上股份的股东，有权向公司提出提案。公司应当在股东会结束后及时公告决议，并按规定履行信息披露义务。 xyxy=(731,1278,825,1302)
table-cell: 第一百一十条 公司根据有关法律法规及本章程的规定，在股东会召开前，以公告方式发出通知，通知中应列明会议召开的时间、地点和审议事项。股东会通知和补充通知中应当充分、完整披露所有提案的全部具体内容。董事会、审计委员会、单独或者合计持有公司百分之一以上股份的股东，有权向公司提出提案。公司应当在股东会结束后及时公告决议，并按规定履行信息披露义务。 xyxy=(635,267,729,291)
table-row xyxy=(132,783,229,818)
table-column-header: 修订后条款 xyxy=(132,358,229,365)
table-cell-label: 删除 xyxy=(532,1187,557,1221)
table-row xyxy=(132,191,229,218)
table-column-header: 修订后条款 xyxy=(532,769,629,776)
original-clause-column xyxy=(234,425,332,533)
table-row xyxy=(634,834,729,881)
table-row xyxy=(332,842,429,877)
table-cell: 第一百一十条 公司根据有关法律法规及本章程的规定，在股东会召开前，以公告方式发出通知，通知中应列明会议召开的时间、地点和审议事项。股东会通知和补充通知中应当充分、完整披露所有提案的全部具体内容。董事会、审计委员会、单独或者合计持有公司百分之一以上股份的股东，有权向公司提出提案。公司应当在股东会结束后及时公告决议，并按规定履行信息披露义务。 xyxy=(731,193,825,217)
table-column-header: 修订后条款 xyxy=(332,196,429,203)
table-column-header: 原条款 xyxy=(34,587,131,594)
table-cell-label: 删除 xyxy=(730,1242,755,1276)
section-heading: 第七节 附则 xyxy=(233,977,429,985)
table-column-header: 修订后条款 xyxy=(532,204,629,211)
table-cell: 第一百一十条 公司根据有关法律法规及本章程的规定，在股东会召开前，以公告方式发出通知，通知中应列明会议召开的时间、地点和审议事项。股东会通知和补充通知中应当充分、完整披露所有提案的全部具体内容。董事会、审计委员会、单独或者合计持有公司百分之一以上股份的股东，有权向公司提出提案。公司应当在股东会结束后及时公告决议，并按规定履行信息披露义务。 xyxy=(132,979,226,1003)
revised-clause-column xyxy=(730,1207,825,1315)
original-clause-column xyxy=(634,405,730,513)
table-cell: 第一百一十条 公司根据有关法律法规及本章程的规定，在股东会召开前，以公告方式发出通知，通知中应列明会议召开的时间、地点和审议事项。股东会通知和补充通知中应当充分、完整披露所有提案的全部具体内容。董事会、审计委员会、单独或者合计持有公司百分之一以上股份的股东，有权向公司提出提案。公司应当在股东会结束后及时公告决议，并按规定履行信息披露义务。第一百一十条 公司根据有关法律法规及本章程的规定，在股东会召开前，以公告方式发出通知，通知中应列明会议召开的时间、地点和审议事项。股东会通知和补充通知中应当充分、完整披露所有提案的全部具体内容。董事会、审计委员会、单独或者合计持有公司百分之一以上股份的股东，有权向公司提出提案。公司应当在股东会结束后及时公告决议，并按规定履行信息披露义务。 xyxy=(532,464,627,508)
article-text: 第一百一十条 公司根据有关法律法规及本章程的规定，在股东会召开前，以公告方式发出通知，通知中应列明会议召开的时间、地点和审议事项。股东会通知和补充通知中应当充分、完整披露所有提案的全部具体内容。董事会、审计委员会、单独或者合计持有公司百分之一以上股份的股东，有权向公司提出提案。公司应当在股东会结束后及时公告决议，并按规定履行信息披露义务。第一百一十条 公司根据有关法律法规及本章程的规定，在股东会召开前，以公告方式发出通知，通知中应列明会议召开的时间、地点和审议事项。股东会通知和补充通知中应当充分、完整披露所有提案的全部具体内容。董事会、审计委员会、单独或者合计持有公司百分之一以上股份的股东，有权向公司提出提案。公司应当在股东会结束后及时公告决议，并按规定履行信息披露义务。第一百一十条 公司根据有关法律法规及本章程的规定，在股东会召开前，以公告方式发出通知，通知中应列明会议召开的时间、地点和审议事项。股东会通知和补充通知中应当充分、完整披露所有提案的全部具体内容。董事会、审计委员会、单独或者合计持有公司百分之一以上股份的股东，有权向公司提出提案。公司应当在股东会结束后及时公告决议，并按规定履行信息披露义务。第一百一十条 公司根据有关法律法规及本章程的规定，在股东会召开前，以公告方式发出通知，通知中应列明会议召开的时间、地点和审议事项。股东会通知和补充通知中应当充分、完整披露所有提案的全部具体内容。董事会、审计委员会、单独或者合计持有公司百分之一以上股份的股东，有权向公司提出提案。公司应当在股东会结束后及时公告决议，并按规定履行信息披露义务。第一百一十条 公司根据有关法律法规及本章程的规定，在股东会召开前，以公告方式发出通知，通知中应列明会议召开的时间、地点和审议事项。股东会通知和补充通知中应当充分、完整披露所有提案的全部具体内容。董事会、审计委员会、单独或者合计持有公司百分之一以上股份的股东，有权向公司提出提案。公司应当在股东会结束后及时公告决议，并按规定履行信息披露义务。 xyxy=(33,518,229,570)
table-cell: 第一百一十条 公司根据有关法律法规及本章程的规定，在股东会召开前，以公告方式发出通知，通知中应列明会议召开的时间、地点和审议事项。股东会通知和补充通知中应当充分、完整披露所有提案的全部具体内容。董事会、审计委员会、单独或者合计持有公司百分之一以上股份的股东，有权向公司提出提案。公司应当在股东会结束后及时公告决议，并按规定履行信息披露义务。第一百一十条 公司根据有关法律法规及本章程的规定，在股东会召开前，以公告方式发出通知，通知中应列明会议召开的时间、地点和审议事项。股东会通知和补充通知中应当充分、完整披露所有提案的全部具体内容。董事会、审计委员会、单独或者合计持有公司百分之一以上股份的股东，有权向公司提出提案。公司应当在股东会结束后及时公告决议，并按规定履行信息披露义务。 xyxy=(235,232,329,276)
table-row xyxy=(634,1082,729,1129)
table-cell-label: 删除 xyxy=(332,1234,357,1268)
table-cell: 第一百一十条 公司根据有关法律法规及本章程的规定，在股东会召开前，以公告方式发出通知，通知中应列明会议召开的时间、地点和审议事项。股东会通知和补充通知中应当充分、完整披露所有提案的全部具体内容。董事会、审计委员会、单独或者合计持有公司百分之一以上股份的股东，有权向公司提出提案。公司应当在股东会结束后及时公告决议，并按规定履行信息披露义务。 xyxy=(755,1243,823,1275)
article-text: 第一百一十条 公司根据有关法律法规及本章程的规定，在股东会召开前，以公告方式发出通知，通知中应列明会议召开的时间、地点和审议事项。股东会通知和补充通知中应当充分、完整披露所有提案的全部具体内容。董事会、审计委员会、单独或者合计持有公司百分之一以上股份的股东，有权向公司提出提案。公司应当在股东会结束后及时公告决议，并按规定履行信息披露义务。第一百一十条 公司根据有关法律法规及本章程的规定，在股东会召开前，以公告方式发出通知，通知中应列明会议召开的时间、地点和审议事项。股东会通知和补充通知中应当充分、完整披露所有提案的全部具体内容。董事会、审计委员会、单独或者合计持有公司百分之一以上股份的股东，有权向公司提出提案。公司应当在股东会结束后及时公告决议，并按规定履行信息披露义务。第一百一十条 公司根据有关法律法规及本章程的规定，在股东会召开前，以公告方式发出通知，通知中应列明会议召开的时间、地点和审议事项。股东会通知和补充通知中应当充分、完整披露所有提案的全部具体内容。董事会、审计委员会、单独或者合计持有公司百分之一以上股份的股东，有权向公司提出提案。公司应当在股东会结束后及时公告决议，并按规定履行信息披露义务。第一百一十条 公司根据有关法律法规及本章程的规定，在股东会召开前，以公告方式发出通知，通知中应列明会议召开的时间、地点和审议事项。股东会通知和补充通知中应当充分、完整披露所有提案的全部具体内容。董事会、审计委员会、单独或者合计持有公司百分之一以上股份的股东，有权向公司提出提案。公司应当在股东会结束后及时公告决议，并按规定履行信息披露义务。第一百一十条 公司根据有关法律法规及本章程的规定，在股东会召开前，以公告方式发出通知，通知中应列明会议召开的时间、地点和审议事项。股东会通知和补充通知中应当充分、完整披露所有提案的全部具体内容。董事会、审计委员会、单独或者合计持有公司百分之一以上股份的股东，有权向公司提出提案。公司应当在股东会结束后及时公告决议，并按规定履行信息披露义务。 xyxy=(233,356,429,408)
article-text: 第一百一十条 公司根据有关法律法规及本章程的规定，在股东会召开前，以公告方式发出通知，通知中应列明会议召开的时间、地点和审议事项。股东会通知和补充通知中应当充分、完整披露所有提案的全部具体内容。董事会、审计委员会、单独或者合计持有公司百分之一以上股份的股东，有权向公司提出提案。公司应当在股东会结束后及时公告决议，并按规定履行信息披露义务。第一百一十条 公司根据有关法律法规及本章程的规定，在股东会召开前，以公告方式发出通知，通知中应列明会议召开的时间、地点和审议事项。股东会通知和补充通知中应当充分、完整披露所有提案的全部具体内容。董事会、审计委员会、单独或者合计持有公司百分之一以上股份的股东，有权向公司提出提案。公司应当在股东会结束后及时公告决议，并按规定履行信息披露义务。第一百一十条 公司根据有关法律法规及本章程的规定，在股东会召开前，以公告方式发出通知，通知中应列明会议召开的时间、地点和审议事项。股东会通知和补充通知中应当充分、完整披露所有提案的全部具体内容。董事会、审计委员会、单独或者合计持有公司百分之一以上股份的股东，有权向公司提出提案。公司应当在股东会结束后及时公告决议，并按规定履行信息披露义务。 xyxy=(433,929,629,961)
revised-clause-column xyxy=(332,587,429,742)
table-cell: 第一百一十条 公司根据有关法律法规及本章程的规定，在股东会召开前，以公告方式发出通知，通知中应列明会议召开的时间、地点和审议事项。股东会通知和补充通知中应当充分、完整披露所有提案的全部具体内容。董事会、审计委员会、单独或者合计持有公司百分之一以上股份的股东，有权向公司提出提案。公司应当在股东会结束后及时公告决议，并按规定履行信息披露义务。第一百一十条 公司根据有关法律法规及本章程的规定，在股东会召开前，以公告方式发出通知，通知中应列明会议召开的时间、地点和审议事项。股东会通知和补充通知中应当充分、完整披露所有提案的全部具体内容。董事会、审计委员会、单独或者合计持有公司百分之一以上股份的股东，有权向公司提出提案。公司应当在股东会结束后及时公告决议，并按规定履行信息披露义务。 xyxy=(235,1235,329,1279)
table-row xyxy=(34,1186,131,1233)
table-column-header: 原条款 xyxy=(434,587,531,594)
original-clause-column xyxy=(434,978,532,1086)
revised-clause-column xyxy=(532,587,629,695)
table-row xyxy=(532,838,629,865)
table-row xyxy=(730,1214,825,1241)
revised-clause-column xyxy=(332,1199,429,1307)
table-row xyxy=(730,834,825,869)
table-cell: 第一百一十条 公司根据有关法律法规及本章程的规定，在股东会召开前，以公告方式发出通知，通知中应列明会议召开的时间、地点和审议事项。股东会通知和补充通知中应当充分、完整披露所有提案的全部具体内容。董事会、审计委员会、单独或者合计持有公司百分之一以上股份的股东，有权向公司提出提案。公司应当在股东会结束后及时公告决议，并按规定履行信息披露义务。第一百一十条 公司根据有关法律法规及本章程的规定，在股东会召开前，以公告方式发出通知，通知中应列明会议召开的时间、地点和审议事项。股东会通知和补充通知中应当充分、完整披露所有提案的全部具体内容。董事会、审计委员会、单独或者合计持有公司百分之一以上股份的股东，有权向公司提出提案。公司应当在股东会结束后及时公告决议，并按规定履行信息披露义务。 xyxy=(532,1250,627,1294)
table-row xyxy=(132,1004,229,1039)
table-row xyxy=(34,1260,131,1307)
table-cell: 第一百一十条 公司根据有关法律法规及本章程的规定，在股东会召开前，以公告方式发出通知，通知中应列明会议召开的时间、地点和审议事项。股东会通知和补充通知中应当充分、完整披露所有提案的全部具体内容。董事会、审计委员会、单独或者合计持有公司百分之一以上股份的股东，有权向公司提出提案。公司应当在股东会结束后及时公告决议，并按规定履行信息披露义务。 xyxy=(235,999,329,1023)
table-row xyxy=(434,621,531,668)
table-row xyxy=(434,1059,531,1086)
table-cell: 第一百一十条 公司根据有关法律法规及本章程的规定，在股东会召开前，以公告方式发出通知，通知中应列明会议召开的时间、地点和审议事项。股东会通知和补充通知中应当充分、完整披露所有提案的全部具体内容。董事会、审计委员会、单独或者合计持有公司百分之一以上股份的股东，有权向公司提出提案。公司应当在股东会结束后及时公告决议，并按规定履行信息披露义务。 xyxy=(235,817,329,841)
column-4 xyxy=(633,135,826,1314)
table-row xyxy=(332,594,429,621)
revised-clause-column xyxy=(730,405,825,513)
table-cell: 第一百一十条 公司根据有关法律法规及本章程的规定，在股东会召开前，以公告方式发出通知，通知中应列明会议召开的时间、地点和审议事项。股东会通知和补充通知中应当充分、完整披露所有提案的全部具体内容。董事会、审计委员会、单独或者合计持有公司百分之一以上股份的股东，有权向公司提出提案。公司应当在股东会结束后及时公告决议，并按规定履行信息披露义务。第一百一十条 公司根据有关法律法规及本章程的规定，在股东会召开前，以公告方式发出通知，通知中应列明会议召开的时间、地点和审议事项。股东会通知和补充通知中应当充分、完整披露所有提案的全部具体内容。董事会、审计委员会、单独或者合计持有公司百分之一以上股份的股东，有权向公司提出提案。公司应当在股东会结束后及时公告决议，并按规定履行信息披露义务。 xyxy=(35,394,129,438)
table-row xyxy=(532,373,629,400)
comparison-table xyxy=(433,1151,629,1308)
table-row xyxy=(532,776,629,803)
table-row xyxy=(634,1288,729,1315)
table-cell: 第一百一十条 公司根据有关法律法规及本章程的规定，在股东会召开前，以公告方式发出通知，通知中应列明会议召开的时间、地点和审议事项。股东会通知和补充通知中应当充分、完整披露所有提案的全部具体内容。董事会、审计委员会、单独或者合计持有公司百分之一以上股份的股东，有权向公司提出提案。公司应当在股东会结束后及时公告决议，并按规定履行信息披露义务。 xyxy=(235,1282,329,1306)
table-cell: 第一百一十条 公司根据有关法律法规及本章程的规定，在股东会召开前，以公告方式发出通知，通知中应列明会议召开的时间、地点和审议事项。股东会通知和补充通知中应当充分、完整披露所有提案的全部具体内容。董事会、审计委员会、单独或者合计持有公司百分之一以上股份的股东，有权向公司提出提案。公司应当在股东会结束后及时公告决议，并按规定履行信息披露义务。 xyxy=(235,670,329,694)
table-row xyxy=(634,191,729,218)
table-column-header: 修订后条款 xyxy=(532,978,629,985)
revised-clause-column xyxy=(332,425,429,533)
original-clause-column xyxy=(234,196,332,351)
table-column-header: 原条款 xyxy=(434,366,531,373)
top-rule xyxy=(28,36,829,40)
comparison-table xyxy=(33,586,229,696)
table-cell: 第一百一十条 公司根据有关法律法规及本章程的规定，在股东会召开前，以公告方式发出通知，通知中应列明会议召开的时间、地点和审议事项。股东会通知和补充通知中应当充分、完整披露所有提案的全部具体内容。董事会、审计委员会、单独或者合计持有公司百分之一以上股份的股东，有权向公司提出提案。公司应当在股东会结束后及时公告决议，并按规定履行信息披露义务。 xyxy=(35,670,129,694)
table-cell-label: 删除 xyxy=(132,393,157,427)
table-column-header: 原条款 xyxy=(234,1199,331,1206)
table-cell: 第一百一十条 公司根据有关法律法规及本章程的规定，在股东会召开前，以公告方式发出通知，通知中应列明会议召开的时间、地点和审议事项。股东会通知和补充通知中应当充分、完整披露所有提案的全部具体内容。董事会、审计委员会、单独或者合计持有公司百分之一以上股份的股东，有权向公司提出提案。公司应当在股东会结束后及时公告决议，并按规定履行信息披露义务。第一百一十条 公司根据有关法律法规及本章程的规定，在股东会召开前，以公告方式发出通知，通知中应列明会议召开的时间、地点和审议事项。股东会通知和补充通知中应当充分、完整披露所有提案的全部具体内容。董事会、审计委员会、单独或者合计持有公司百分之一以上股份的股东，有权向公司提出提案。公司应当在股东会结束后及时公告决议，并按规定履行信息披露义务。 xyxy=(731,282,825,326)
table-cell: 第一百一十条 公司根据有关法律法规及本章程的规定，在股东会召开前，以公告方式发出通知，通知中应列明会议召开的时间、地点和审议事项。股东会通知和补充通知中应当充分、完整披露所有提案的全部具体内容。董事会、审计委员会、单独或者合计持有公司百分之一以上股份的股东，有权向公司提出提案。公司应当在股东会结束后及时公告决议，并按规定履行信息披露义务。第一百一十条 公司根据有关法律法规及本章程的规定，在股东会召开前，以公告方式发出通知，通知中应列明会议召开的时间、地点和审议事项。股东会通知和补充通知中应当充分、完整披露所有提案的全部具体内容。董事会、审计委员会、单独或者合计持有公司百分之一以上股份的股东，有权向公司提出提案。公司应当在股东会结束后及时公告决议，并按规定履行信息披露义务。 xyxy=(731,689,825,733)
table-column-header: 原条款 xyxy=(634,591,729,598)
table-row xyxy=(634,981,729,1008)
table-column-header: 原条款 xyxy=(634,405,729,412)
table-row xyxy=(132,594,229,621)
table-row xyxy=(532,462,629,509)
table-row xyxy=(634,699,729,746)
table-cell: 第一百一十条 公司根据有关法律法规及本章程的规定，在股东会召开前，以公告方式发出通知，通知中应列明会议召开的时间、地点和审议事项。股东会通知和补充通知中应当充分、完整披露所有提案的全部具体内容。董事会、审计委员会、单独或者合计持有公司百分之一以上股份的股东，有权向公司提出提案。公司应当在股东会结束后及时公告决议，并按规定履行信息披露义务。第一百一十条 公司根据有关法律法规及本章程的规定，在股东会召开前，以公告方式发出通知，通知中应列明会议召开的时间、地点和审议事项。股东会通知和补充通知中应当充分、完整披露所有提案的全部具体内容。董事会、审计委员会、单独或者合计持有公司百分之一以上股份的股东，有权向公司提出提案。公司应当在股东会结束后及时公告决议，并按规定履行信息披露义务。 xyxy=(35,859,129,903)
comparison-table xyxy=(433,203,629,313)
table-cell: 第一百一十条 公司根据有关法律法规及本章程的规定，在股东会召开前，以公告方式发出通知，通知中应列明会议召开的时间、地点和审议事项。股东会通知和补充通知中应当充分、完整披露所有提案的全部具体内容。董事会、审计委员会、单独或者合计持有公司百分之一以上股份的股东，有权向公司提出提案。公司应当在股东会结束后及时公告决议，并按规定履行信息披露义务。 xyxy=(731,871,825,895)
table-cell: 第一百一十条 公司根据有关法律法规及本章程的规定，在股东会召开前，以公告方式发出通知，通知中应列明会议召开的时间、地点和审议事项。股东会通知和补充通知中应当充分、完整披露所有提案的全部具体内容。董事会、审计委员会、单独或者合计持有公司百分之一以上股份的股东，有权向公司提出提案。公司应当在股东会结束后及时公告决议，并按规定履行信息披露义务。 xyxy=(731,414,825,438)
table-row xyxy=(34,466,131,513)
table-cell: 第一百一十条 公司根据有关法律法规及本章程的规定，在股东会召开前，以公告方式发出通知，通知中应列明会议召开的时间、地点和审议事项。股东会通知和补充通知中应当充分、完整披露所有提案的全部具体内容。董事会、审计委员会、单独或者合计持有公司百分之一以上股份的股东，有权向公司提出提案。公司应当在股东会结束后及时公告决议，并按规定履行信息披露义务。 xyxy=(35,979,129,1003)
table-column-header: 原条款 xyxy=(34,749,131,756)
table-row xyxy=(434,668,531,695)
revised-clause-column xyxy=(730,591,825,746)
revised-clause-column xyxy=(332,196,429,351)
table-row xyxy=(132,392,229,427)
table-column-header: 原条款 xyxy=(234,587,331,594)
section-heading: 第七节 附则 xyxy=(433,574,629,582)
table-cell: 第一百一十条 公司根据有关法律法规及本章程的规定，在股东会召开前，以公告方式发出通知，通知中应列明会议召开的时间、地点和审议事项。股东会通知和补充通知中应当充分、完整披露所有提案的全部具体内容。董事会、审计委员会、单独或者合计持有公司百分之一以上股份的股东，有权向公司提出提案。公司应当在股东会结束后及时公告决议，并按规定履行信息披露义务。 xyxy=(235,434,329,458)
table-cell: 第一百一十条 公司根据有关法律法规及本章程的规定，在股东会召开前，以公告方式发出通知，通知中应列明会议召开的时间、地点和审议事项。股东会通知和补充通知中应当充分、完整披露所有提案的全部具体内容。董事会、审计委员会、单独或者合计持有公司百分之一以上股份的股东，有权向公司提出提案。公司应当在股东会结束后及时公告决议，并按规定履行信息披露义务。 xyxy=(731,1216,825,1240)
table-cell: 第一百一十条 公司根据有关法律法规及本章程的规定，在股东会召开前，以公告方式发出通知，通知中应列明会议召开的时间、地点和审议事项。股东会通知和补充通知中应当充分、完整披露所有提案的全部具体内容。董事会、审计委员会、单独或者合计持有公司百分之一以上股份的股东，有权向公司提出提案。公司应当在股东会结束后及时公告决议，并按规定履行信息披露义务。第一百一十条 公司根据有关法律法规及本章程的规定，在股东会召开前，以公告方式发出通知，通知中应列明会议召开的时间、地点和审议事项。股东会通知和补充通知中应当充分、完整披露所有提案的全部具体内容。董事会、审计委员会、单独或者合计持有公司百分之一以上股份的股东，有权向公司提出提案。公司应当在股东会结束后及时公告决议，并按规定履行信息披露义务。 xyxy=(532,867,627,911)
original-clause-column xyxy=(634,184,730,339)
table-row xyxy=(730,412,825,439)
table-cell: 第一百一十条 公司根据有关法律法规及本章程的规定，在股东会召开前，以公告方式发出通知，通知中应列明会议召开的时间、地点和审议事项。股东会通知和补充通知中应当充分、完整披露所有提案的全部具体内容。董事会、审计委员会、单独或者合计持有公司百分之一以上股份的股东，有权向公司提出提案。公司应当在股东会结束后及时公告决议，并按规定履行信息披露义务。第一百一十条 公司根据有关法律法规及本章程的规定，在股东会召开前，以公告方式发出通知，通知中应列明会议召开的时间、地点和审议事项。股东会通知和补充通知中应当充分、完整披露所有提案的全部具体内容。董事会、审计委员会、单独或者合计持有公司百分之一以上股份的股东，有权向公司提出提案。公司应当在股东会结束后及时公告决议，并按规定履行信息披露义务。 xyxy=(235,697,329,741)
comparison-table xyxy=(233,586,429,743)
table-row xyxy=(532,1186,629,1221)
table-row xyxy=(234,842,331,889)
table-cell: 第一百一十条 公司根据有关法律法规及本章程的规定，在股东会召开前，以公告方式发出通知，通知中应列明会议召开的时间、地点和审议事项。股东会通知和补充通知中应当充分、完整披露所有提案的全部具体内容。董事会、审计委员会、单独或者合计持有公司百分之一以上股份的股东，有权向公司提出提案。公司应当在股东会结束后及时公告决议，并按规定履行信息披露义务。 xyxy=(557,805,627,837)
section-heading: 第五节 利润分配 xyxy=(433,191,629,199)
table-cell: 第一百一十条 公司根据有关法律法规及本章程的规定，在股东会召开前，以公告方式发出通知，通知中应列明会议召开的时间、地点和审议事项。股东会通知和补充通知中应当充分、完整披露所有提案的全部具体内容。董事会、审计委员会、单独或者合计持有公司百分之一以上股份的股东，有权向公司提出提案。公司应当在股东会结束后及时公告决议，并按规定履行信息披露义务。 xyxy=(635,600,729,624)
table-row xyxy=(34,668,131,695)
section-heading: 第三节 审计委员会 xyxy=(433,1139,629,1147)
table-row xyxy=(532,1047,629,1074)
article-text: 第一百一十条 公司根据有关法律法规及本章程的规定，在股东会召开前，以公告方式发出通知，通知中应列明会议召开的时间、地点和审议事项。股东会通知和补充通知中应当充分、完整披露所有提案的全部具体内容。董事会、审计委员会、单独或者合计持有公司百分之一以上股份的股东，有权向公司提出提案。公司应当在股东会结束后及时公告决议，并按规定履行信息披露义务。第一百一十条 公司根据有关法律法规及本章程的规定，在股东会召开前，以公告方式发出通知，通知中应列明会议召开的时间、地点和审议事项。股东会通知和补充通知中应当充分、完整披露所有提案的全部具体内容。董事会、审计委员会、单独或者合计持有公司百分之一以上股份的股东，有权向公司提出提案。公司应当在股东会结束后及时公告决议，并按规定履行信息披露义务。第一百一十条 公司根据有关法律法规及本章程的规定，在股东会召开前，以公告方式发出通知，通知中应列明会议召开的时间、地点和审议事项。股东会通知和补充通知中应当充分、完整披露所有提案的全部具体内容。董事会、审计委员会、单独或者合计持有公司百分之一以上股份的股东，有权向公司提出提案。公司应当在股东会结束后及时公告决议，并按规定履行信息披露义务。第一百一十条 公司根据有关法律法规及本章程的规定，在股东会召开前，以公告方式发出通知，通知中应列明会议召开的时间、地点和审议事项。股东会通知和补充通知中应当充分、完整披露所有提案的全部具体内容。董事会、审计委员会、单独或者合计持有公司百分之一以上股份的股东，有权向公司提出提案。公司应当在股东会结束后及时公告决议，并按规定履行信息披露义务。 xyxy=(233,135,429,179)
table-row xyxy=(132,1186,229,1221)
section-heading: 第四节 高级管理人员 xyxy=(33,736,229,744)
table-cell: 第一百一十条 公司根据有关法律法规及本章程的规定，在股东会召开前，以公告方式发出通知，通知中应列明会议召开的时间、地点和审议事项。股东会通知和补充通知中应当充分、完整披露所有提案的全部具体内容。董事会、审计委员会、单独或者合计持有公司百分之一以上股份的股东，有权向公司提出提案。公司应当在股东会结束后及时公告决议，并按规定履行信息披露义务。 xyxy=(157,785,227,817)
comparison-table xyxy=(33,748,229,905)
table-row xyxy=(132,1221,229,1248)
table-cell: 第一百一十条 公司根据有关法律法规及本章程的规定，在股东会召开前，以公告方式发出通知，通知中应列明会议召开的时间、地点和审议事项。股东会通知和补充通知中应当充分、完整披露所有提案的全部具体内容。董事会、审计委员会、单独或者合计持有公司百分之一以上股份的股东，有权向公司提出提案。公司应当在股东会结束后及时公告决议，并按规定履行信息披露义务。 xyxy=(435,670,529,694)
table-column-header: 修订后条款 xyxy=(730,591,825,598)
table-row xyxy=(34,783,131,830)
table-cell: 第一百一十条 公司根据有关法律法规及本章程的规定，在股东会召开前，以公告方式发出通知，通知中应列明会议召开的时间、地点和审议事项。股东会通知和补充通知中应当充分、完整披露所有提案的全部具体内容。董事会、审计委员会、单独或者合计持有公司百分之一以上股份的股东，有权向公司提出提案。公司应当在股东会结束后及时公告决议，并按规定履行信息披露义务。 xyxy=(731,600,825,624)
section-heading: 第三节 审计委员会 xyxy=(33,574,229,582)
table-row xyxy=(532,656,629,683)
table-column-header: 修订后条款 xyxy=(132,184,229,191)
table-column-header: 修订后条款 xyxy=(332,1199,429,1206)
comparison-table xyxy=(33,183,229,293)
table-row xyxy=(132,977,229,1004)
newspaper-logo: 上海證券報 xyxy=(761,51,821,85)
table-cell: 第一百一十条 公司根据有关法律法规及本章程的规定，在股东会召开前，以公告方式发出通知，通知中应列明会议召开的时间、地点和审议事项。股东会通知和补充通知中应当充分、完整披露所有提案的全部具体内容。董事会、审计委员会、单独或者合计持有公司百分之一以上股份的股东，有权向公司提出提案。公司应当在股东会结束后及时公告决议，并按规定履行信息披露义务。 xyxy=(731,255,825,279)
table-cell: 第一百一十条 公司根据有关法律法规及本章程的规定，在股东会召开前，以公告方式发出通知，通知中应列明会议召开的时间、地点和审议事项。股东会通知和补充通知中应当充分、完整披露所有提案的全部具体内容。董事会、审计委员会、单独或者合计持有公司百分之一以上股份的股东，有权向公司提出提案。公司应当在股东会结束后及时公告决议，并按规定履行信息披露义务。第一百一十条 公司根据有关法律法规及本章程的规定，在股东会召开前，以公告方式发出通知，通知中应列明会议召开的时间、地点和审议事项。股东会通知和补充通知中应当充分、完整披露所有提案的全部具体内容。董事会、审计委员会、单独或者合计持有公司百分之一以上股份的股东，有权向公司提出提案。公司应当在股东会结束后及时公告决议，并按规定履行信息披露义务。 xyxy=(235,1100,329,1144)
column-divider xyxy=(631,130,632,1238)
table-row xyxy=(132,454,229,501)
table-cell: 第一百一十条 公司根据有关法律法规及本章程的规定，在股东会召开前，以公告方式发出通知，通知中应列明会议召开的时间、地点和审议事项。股东会通知和补充通知中应当充分、完整披露所有提案的全部具体内容。董事会、审计委员会、单独或者合计持有公司百分之一以上股份的股东，有权向公司提出提案。公司应当在股东会结束后及时公告决议，并按规定履行信息披露义务。 xyxy=(557,623,627,655)
table-cell-label: 删除 xyxy=(132,622,157,656)
table-row xyxy=(234,594,331,621)
table-cell: 第一百一十条 公司根据有关法律法规及本章程的规定，在股东会召开前，以公告方式发出通知，通知中应列明会议召开的时间、地点和审议事项。股东会通知和补充通知中应当充分、完整披露所有提案的全部具体内容。董事会、审计委员会、单独或者合计持有公司百分之一以上股份的股东，有权向公司提出提案。公司应当在股东会结束后及时公告决议，并按规定履行信息披露义务。 xyxy=(357,844,427,876)
table-row xyxy=(434,1186,531,1233)
disclosure-banner: Disclosure xyxy=(30,46,232,87)
section-heading: 第三节 审计委员会 xyxy=(633,787,826,795)
table-row xyxy=(634,672,729,699)
section-heading: 第二节 董事会 xyxy=(33,345,229,353)
